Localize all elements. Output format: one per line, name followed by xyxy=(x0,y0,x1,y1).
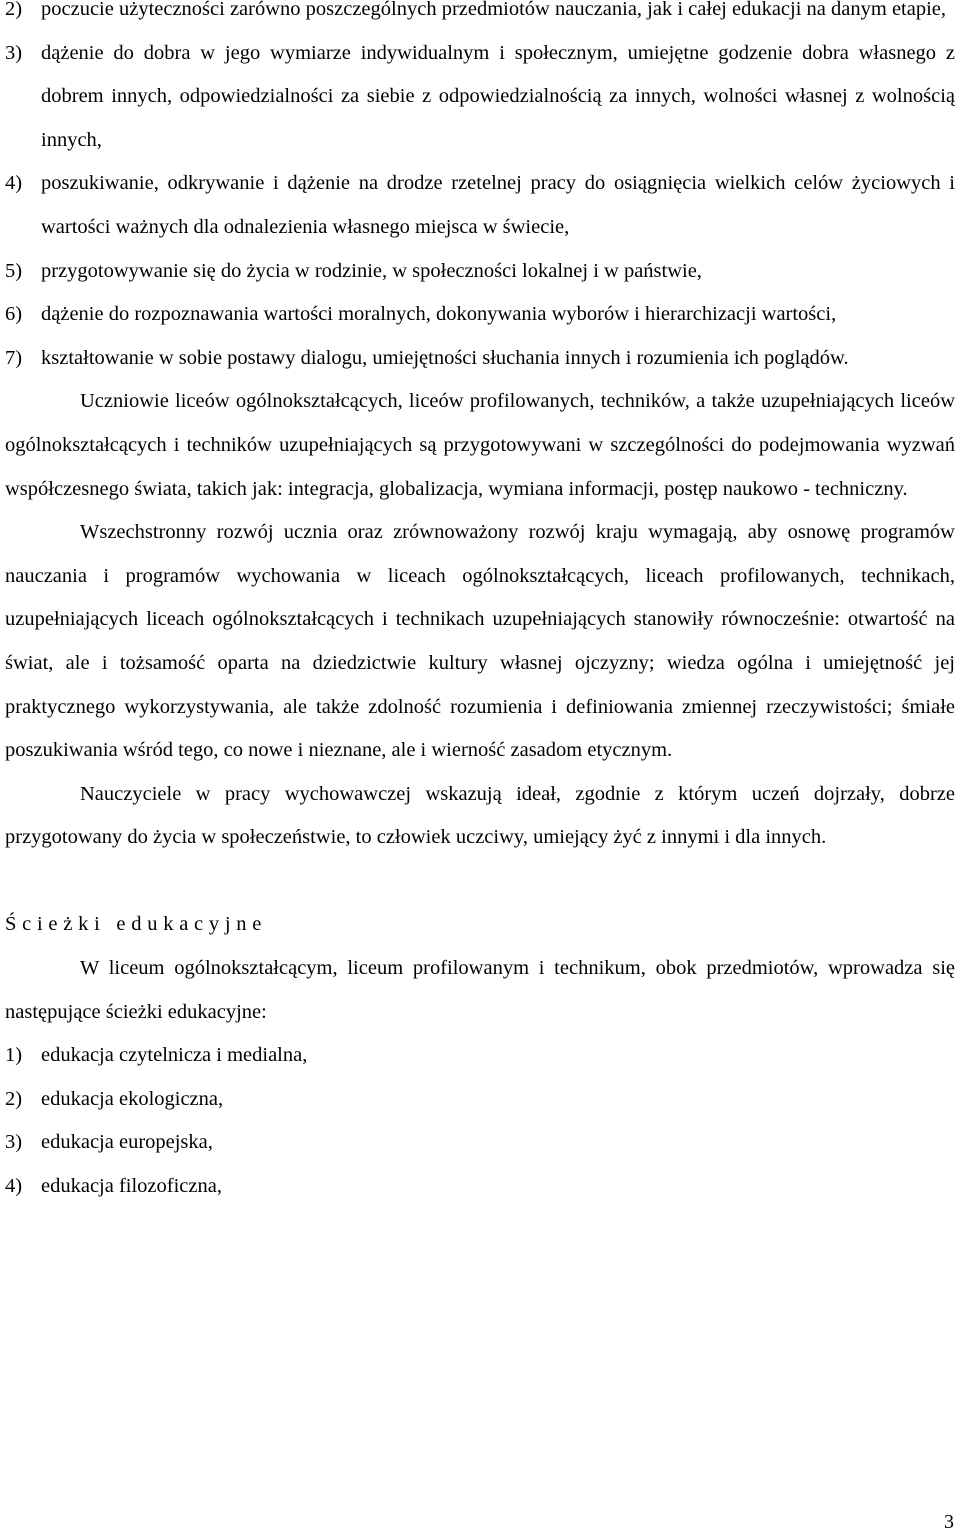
paragraph-development: Wszechstronny rozwój ucznia oraz zrównoważony rozwój kraju wymagają, aby osnowę programów nauczania i programów wychowania w liceach ogólnokształcących, liceach profilowanych, technikach, uzupełniających liceach ogólnokształcących i technikach uzupełniających stanowiły równocześnie: otwartość na świat, ale i tożsamość oparta na dziedzictwie kultury własnej ojczyzny; wiedza ogólna i umiejętność jej praktycznego wykorzystywania, ale także zdolność rozumienia i definiowania zmiennej rzeczywistości; śmiałe poszukiwania wśród tego, co nowe i nieznane, ale i wierność zasadom etycznym. xyxy=(5,521,955,762)
list-item-text: edukacja czytelnicza i medialna, xyxy=(41,1044,308,1067)
list-item-number: 6) xyxy=(5,303,23,326)
list-item xyxy=(5,1034,955,1078)
list-item xyxy=(5,1078,955,1122)
list-item-number: 1) xyxy=(5,1044,23,1067)
paths-list xyxy=(5,1034,955,1208)
list-item-number: 5) xyxy=(5,259,23,282)
list-item-text: poczucie użyteczności zarówno poszczególnych przedmiotów nauczania, jak i całej edukacji na danym etapie, xyxy=(41,0,947,20)
list-item-text: poszukiwanie, odkrywanie i dążenie na drodze rzetelnej pracy do osiągnięcia wielkich celów życiowych i wartości ważnych dla odnalezienia własnego miejsca w świecie, xyxy=(41,172,955,238)
list-item xyxy=(5,32,955,163)
list-item-text: edukacja europejska, xyxy=(41,1131,213,1154)
spacer xyxy=(5,860,955,904)
list-item-number: 4) xyxy=(5,172,23,195)
list-item xyxy=(5,250,955,294)
page-number: 3 xyxy=(944,1511,954,1533)
list-item-number: 2) xyxy=(5,0,23,20)
list-item xyxy=(5,1121,955,1165)
list-item-number: 7) xyxy=(5,346,23,369)
list-item-text: edukacja ekologiczna, xyxy=(41,1087,224,1110)
document-page xyxy=(5,0,955,1209)
list-item xyxy=(5,293,955,337)
list-item-text: edukacja filozoficzna, xyxy=(41,1175,222,1198)
list-item xyxy=(5,0,955,32)
section-intro: W liceum ogólnokształcącym, liceum profilowanym i technikum, obok przedmiotów, wprowadza się następujące ścieżki edukacyjne: xyxy=(5,957,955,1023)
list-item-text: kształtowanie w sobie postawy dialogu, umiejętności słuchania innych i rozumienia ich poglądów. xyxy=(41,346,849,369)
paragraph-teachers: Nauczyciele w pracy wychowawczej wskazują ideał, zgodnie z którym uczeń dojrzały, dobrze przygotowany do życia w społeczeństwie, to człowiek uczciwy, umiejący żyć z innymi i dla innych. xyxy=(5,782,955,849)
list-item xyxy=(5,337,955,381)
list-item-number: 3) xyxy=(5,1131,23,1154)
goals-list xyxy=(5,0,955,380)
list-item-text: przygotowywanie się do życia w rodzinie, w społeczności lokalnej i w państwie, xyxy=(41,259,702,282)
list-item-number: 4) xyxy=(5,1175,23,1198)
section-heading: Ścieżki edukacyjne xyxy=(5,913,268,936)
list-item-number: 2) xyxy=(5,1087,23,1110)
paragraph-students: Uczniowie liceów ogólnokształcących, liceów profilowanych, techników, a także uzupełniających liceów ogólnokształcących i techników uzupełniających są przygotowywani w szczególności do podejmowania wyzwań współczesnego świata, takich jak: integracja, globalizacja, wymiana informacji, postęp naukowo - techniczny. xyxy=(5,390,955,500)
list-item xyxy=(5,162,955,249)
list-item-number: 3) xyxy=(5,41,23,64)
list-item-text: dążenie do dobra w jego wymiarze indywidualnym i społecznym, umiejętne godzenie dobra własnego z dobrem innych, odpowiedzialności za siebie z odpowiedzialnością za innych, wolności własnej z wolnością innych, xyxy=(41,41,955,151)
list-item xyxy=(5,1165,955,1209)
list-item-text: dążenie do rozpoznawania wartości moralnych, dokonywania wyborów i hierarchizacji wartości, xyxy=(41,303,837,326)
